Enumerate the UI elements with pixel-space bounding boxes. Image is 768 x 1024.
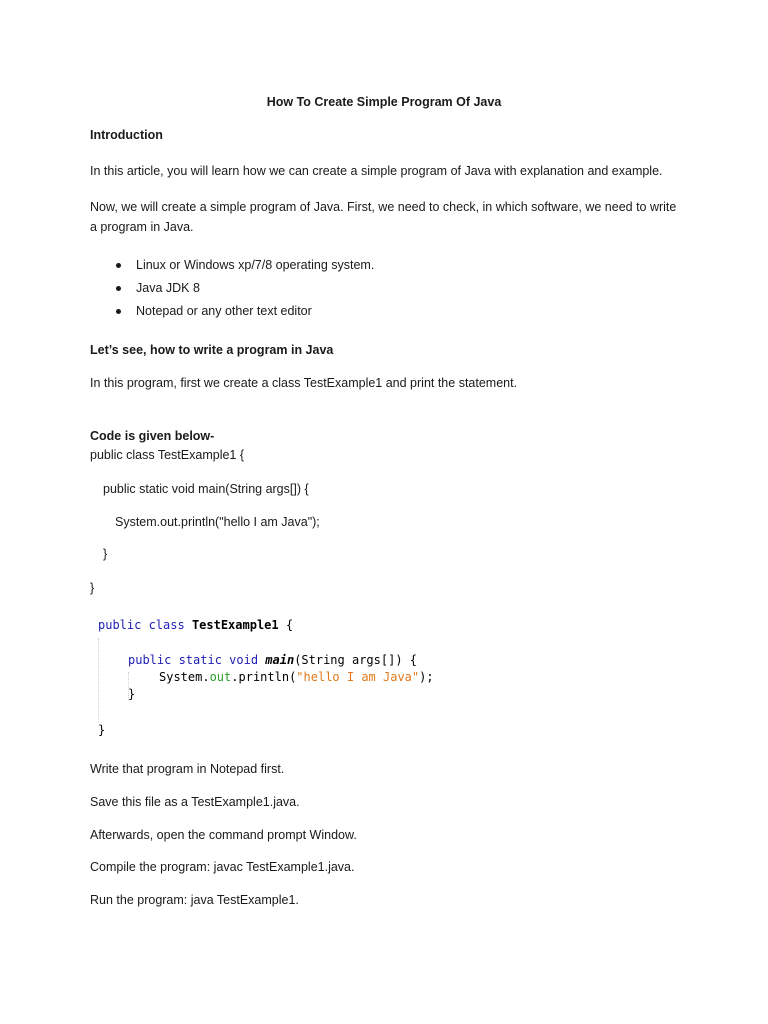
- code-text-line: public static void main(String args[]) {: [103, 482, 309, 496]
- howto-paragraph: In this program, first we create a class TestExample1 and print the statement.: [90, 376, 518, 390]
- list-item: Java JDK 8: [90, 279, 374, 302]
- step-line: Save this file as a TestExample1.java.: [90, 795, 300, 809]
- document-title: How To Create Simple Program Of Java: [266, 95, 502, 109]
- step-line: Afterwards, open the command prompt Window.: [90, 828, 357, 842]
- step-line: Run the program: java TestExample1.: [90, 893, 299, 907]
- code-line: }: [98, 723, 106, 737]
- code-screenshot: [96, 612, 496, 742]
- intro-heading: Introduction: [90, 128, 163, 142]
- step-line: Write that program in Notepad first.: [90, 762, 285, 776]
- howto-heading: Let’s see, how to write a program in Java: [90, 343, 334, 357]
- bullet-icon: [116, 286, 121, 291]
- requirements-paragraph: Now, we will create a simple program of Java. First, we need to check, in which software, we need to write a program in Java.: [90, 200, 677, 234]
- code-line: }: [128, 687, 136, 701]
- step-line: Compile the program: javac TestExample1.java.: [90, 860, 355, 874]
- bullet-icon: [116, 309, 121, 314]
- code-line: System.out.println("hello I am Java");: [159, 670, 434, 684]
- intro-paragraph: In this article, you will learn how we can create a simple program of Java with explanation and example.: [90, 164, 663, 178]
- requirements-list: [90, 256, 374, 325]
- list-item: Linux or Windows xp/7/8 operating system.: [90, 256, 374, 279]
- bullet-icon: [116, 263, 121, 268]
- code-text-line: public class TestExample1 {: [90, 448, 245, 462]
- code-line: public class TestExample1 {: [98, 618, 294, 632]
- indent-guide: [98, 638, 99, 722]
- code-text-line: System.out.println("hello I am Java");: [115, 515, 320, 529]
- code-text-line: }: [90, 581, 95, 595]
- code-line: public static void main(String args[]) {: [128, 653, 418, 667]
- code-text-line: }: [103, 547, 108, 561]
- list-item: Notepad or any other text editor: [90, 302, 374, 325]
- code-heading: Code is given below-: [90, 429, 215, 443]
